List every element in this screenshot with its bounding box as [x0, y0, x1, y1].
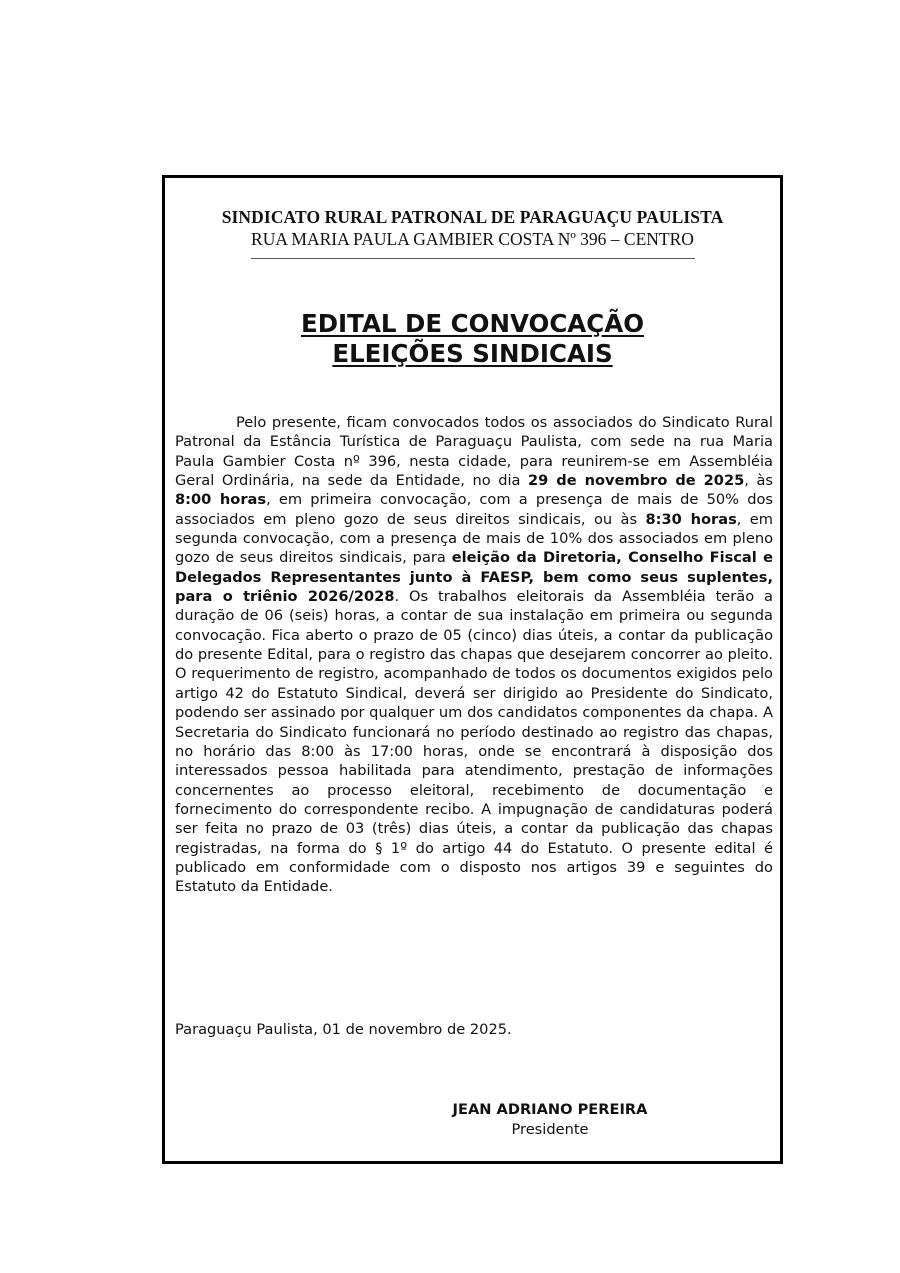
title-line-1: EDITAL DE CONVOCAÇÃO [300, 309, 645, 338]
letterhead [165, 206, 780, 259]
meeting-date: 29 de novembro de 2025 [528, 472, 745, 490]
organization-name: SINDICATO RURAL PATRONAL DE PARAGUAÇU PAULISTA [221, 207, 724, 227]
signature-block [420, 1100, 680, 1140]
title-line-2: ELEIÇÕES SINDICAIS [332, 339, 613, 368]
organization-address: RUA MARIA PAULA GAMBIER COSTA Nº 396 – CENTRO [251, 229, 694, 249]
body-text-3: , em primeira convocação, com a presença de mais de 50% dos associados em pleno gozo de seus direitos sindicais, ou às [175, 491, 773, 528]
first-call-time: 8:00 horas [175, 491, 267, 509]
election-purpose: eleição da Diretoria, Conselho Fiscal e Delegados Representantes junto à FAESP, bem como seus suplentes, para o triênio 2026/2028 [175, 549, 774, 606]
letterhead-divider [251, 258, 695, 259]
body-text-5: . Os trabalhos eleitorais da Assembléia terão a duração de 06 (seis) horas, a contar de sua instalação em primeira ou segunda convocação. Fica aberto o prazo de 05 (cinco) dias úteis, a contar da publicação do presente Edital, para o registro das chapas que desejarem concorrer ao pleito. O requerimento de registro, acompanhado de todos os documentos exigidos pelo artigo 42 do Estatuto Sindical, deverá ser dirigido ao Presidente do Sindicato, podendo ser assinado por qualquer um dos candidatos componentes da chapa. A Secretaria do Sindicato funcionará no período destinado ao registro das chapas, no horário das 8:00 às 17:00 horas, onde se encontrará à disposição dos interessados pessoa habilitada para atendimento, prestação de informações concernentes ao processo eleitoral, recebimento de documentação e fornecimento do correspondente recibo. A impugnação de candidaturas poderá ser feita no prazo de 03 (três) dias úteis, a contar da publicação das chapas registradas, na forma do § 1º do artigo 44 do Estatuto. O presente edital é publicado em conformidade com o disposto nos artigos 39 e seguintes do Estatuto da Entidade. [175, 588, 773, 896]
body-paragraph [175, 413, 773, 897]
document-title [165, 309, 780, 369]
body-text-4: , em segunda convocação, com a presença de mais de 10% dos associados em pleno gozo de seus direitos sindicais, para [175, 510, 773, 567]
signer-name: JEAN ADRIANO PEREIRA [452, 1101, 648, 1118]
signer-role: Presidente [511, 1121, 589, 1138]
place-and-date: Paraguaçu Paulista, 01 de novembro de 2025. [175, 1021, 512, 1038]
document-frame [162, 175, 783, 1164]
body-text-1: Pelo presente, ficam convocados todos os associados do Sindicato Rural Patronal da Estância Turística de Paraguaçu Paulista, com sede na rua Maria Paula Gambier Costa nº 396, nesta cidade, para reunirem-se em Assembléia Geral Ordinária, na sede da Entidade, no dia [175, 414, 773, 490]
second-call-time: 8:30 horas [645, 510, 737, 528]
body-text-2: , às [744, 472, 774, 490]
